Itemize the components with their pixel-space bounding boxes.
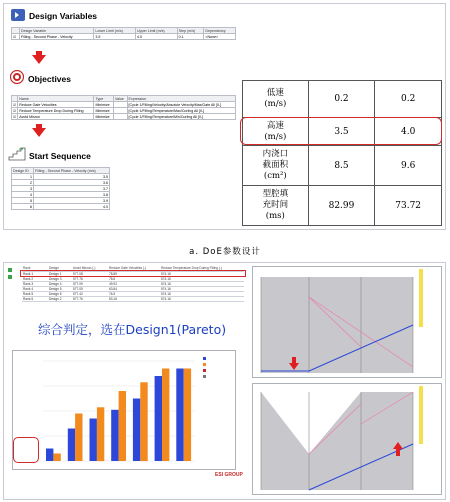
- seq-col-header: Filling - Second Phase - Velocity (m/s): [34, 168, 110, 174]
- bar-blue-7: [176, 369, 183, 462]
- verdict-text: 综合判定，选在Design1(Pareto): [38, 322, 227, 337]
- obj-col-header: Expression: [127, 96, 236, 102]
- design1-highlight: [13, 437, 39, 463]
- stairs-icon: [8, 147, 26, 161]
- param-label: 低速 (m/s): [243, 81, 309, 118]
- bar-blue-3: [90, 419, 97, 462]
- design-variables-icon: [11, 9, 25, 21]
- design-variables-title: Design Variables: [29, 11, 98, 21]
- table-row[interactable]: Rank 4 Design 5 577.09 63.84 574.16: [22, 286, 244, 291]
- bar-orange-6: [162, 369, 169, 462]
- legend-swatch-orange: [203, 363, 206, 366]
- obj-row-checkbox[interactable]: ☑: [13, 102, 17, 107]
- design-a-value: 82.99: [308, 186, 375, 226]
- bar-blue-6: [155, 376, 162, 461]
- table-row[interactable]: ☑ Reduce Temperature Drop During Filling Minimize [Cycle 1/Filling/Temperature/Max/Curling All [0-]: [12, 108, 236, 114]
- dv-col-header: Design Variable: [20, 28, 94, 34]
- obj-col-header: Type: [94, 96, 113, 102]
- table-row: [243, 186, 442, 226]
- rank-select-checkbox[interactable]: [8, 275, 12, 279]
- down-arrow-icon: [32, 128, 46, 137]
- esi-logo: ESI GROUP: [215, 472, 243, 478]
- bar-blue-2: [68, 429, 75, 462]
- param-label: 高速 (m/s): [243, 118, 309, 146]
- table-row[interactable]: 2 3.6: [12, 180, 110, 186]
- table-row[interactable]: 6 4.0: [12, 204, 110, 210]
- dv-col-header: Dependency: [204, 28, 236, 34]
- bar-orange-1: [53, 454, 60, 462]
- legend-swatch-red: [203, 369, 206, 372]
- legend-swatch-blue: [203, 357, 206, 360]
- seq-col-header: Design ID: [12, 168, 34, 174]
- table-row[interactable]: 4 3.8: [12, 192, 110, 198]
- param-label: 型腔填 充时间 (ms): [243, 186, 309, 226]
- design-variables-table: [11, 27, 236, 40]
- table-row[interactable]: 5 3.9: [12, 198, 110, 204]
- bar-blue-5: [133, 399, 140, 462]
- design-b-value: 0.2: [375, 81, 442, 118]
- bar-orange-3: [97, 407, 104, 461]
- design-b-value: 73.72: [375, 186, 442, 226]
- table-row[interactable]: ☑ Filling - Second Phase - Velocity 3.5 4.0 0.1 <None>: [12, 34, 236, 40]
- red-up-arrow-icon: [393, 442, 403, 456]
- bar-orange-4: [119, 391, 126, 461]
- bar-blue-4: [111, 410, 118, 461]
- parallel-coordinates-top: [252, 266, 442, 378]
- table-row: [243, 146, 442, 186]
- param-label: 内浇口 截面积 (cm²): [243, 146, 309, 186]
- parallel-plot-svg: [253, 384, 441, 494]
- table-row[interactable]: Rank 6 Design 2 577.76 83.16 574.16: [22, 296, 244, 301]
- rank-col-header: Reduce Gate Velocities (-): [108, 266, 160, 271]
- design-a-value: 0.2: [308, 81, 375, 118]
- objectives-table: [11, 95, 236, 120]
- color-scale-bar: [419, 269, 423, 327]
- color-scale-bar: [419, 386, 423, 444]
- bar-orange-5: [140, 382, 147, 461]
- table-row[interactable]: 1 3.5: [12, 174, 110, 180]
- bar-blue-1: [46, 449, 53, 462]
- dv-col-header: Upper Limit (m/s): [136, 28, 178, 34]
- bar-chart-svg: [13, 351, 235, 469]
- rank-col-header: Avoid Misrun (-): [72, 266, 108, 271]
- parallel-plot-svg: [253, 267, 441, 377]
- target-icon: [10, 70, 24, 84]
- dv-col-header: Step (m/s): [177, 28, 204, 34]
- table-row[interactable]: Rank 2 Design 3 577.76 78.6 574.16: [22, 276, 244, 281]
- table-row[interactable]: ☑ Reduce Gate Velocities Minimize [Cycle 1/Filling/Velocity/Absolute Velocity/Max/Gate All [0-]: [12, 102, 236, 108]
- start-sequence-title: Start Sequence: [29, 151, 91, 161]
- table-row[interactable]: ☑ Avoid Misrun Minimize [Cycle 1/Filling/Temperature/Min/Curling All [0-]: [12, 114, 236, 120]
- legend-swatch-gray: [203, 375, 206, 378]
- rank-col-header: Rank: [22, 266, 48, 271]
- red-down-arrow-icon: [289, 357, 299, 371]
- design-b-value: 4.0: [375, 118, 442, 146]
- figure-caption: a. DoE参数设计: [189, 247, 261, 257]
- bar-chart: [12, 350, 236, 470]
- high-speed-highlight: [240, 117, 442, 145]
- bar-orange-7: [184, 369, 191, 462]
- obj-row-checkbox[interactable]: ☑: [13, 114, 17, 119]
- table-row[interactable]: Rank 3 Design 4 577.09 49.92 574.16: [22, 281, 244, 286]
- chart-legend: [203, 357, 206, 378]
- obj-row-checkbox[interactable]: ☑: [13, 108, 17, 113]
- rank-col-header: Reduce Temperature Drop During Filling (-): [160, 266, 244, 271]
- start-sequence-table: [11, 167, 110, 210]
- down-arrow-icon: [32, 55, 46, 64]
- table-row[interactable]: 3 3.7: [12, 186, 110, 192]
- design-a-value: 3.5: [308, 118, 375, 146]
- selected-rank-highlight: [20, 270, 246, 277]
- obj-col-header: Name: [18, 96, 94, 102]
- dv-row-checkbox[interactable]: ☑: [12, 34, 20, 40]
- parallel-coordinates-bottom: [252, 383, 442, 495]
- obj-col-header: Value: [113, 96, 127, 102]
- table-row: [243, 81, 442, 118]
- bar-orange-2: [75, 414, 82, 462]
- rank-select-checkbox[interactable]: [8, 268, 12, 272]
- design-a-value: 8.5: [308, 146, 375, 186]
- objectives-title: Objectives: [28, 74, 71, 84]
- table-row[interactable]: Rank 5 Design 6 577.42 76.5 574.16: [22, 291, 244, 296]
- dv-col-header: Lower Limit (m/s): [94, 28, 136, 34]
- comparison-table: [242, 80, 442, 226]
- rank-col-header: Design: [48, 266, 72, 271]
- table-row[interactable]: Rank 1 Design 1 577.08 78.89 574.16: [22, 271, 244, 276]
- design-b-value: 9.6: [375, 146, 442, 186]
